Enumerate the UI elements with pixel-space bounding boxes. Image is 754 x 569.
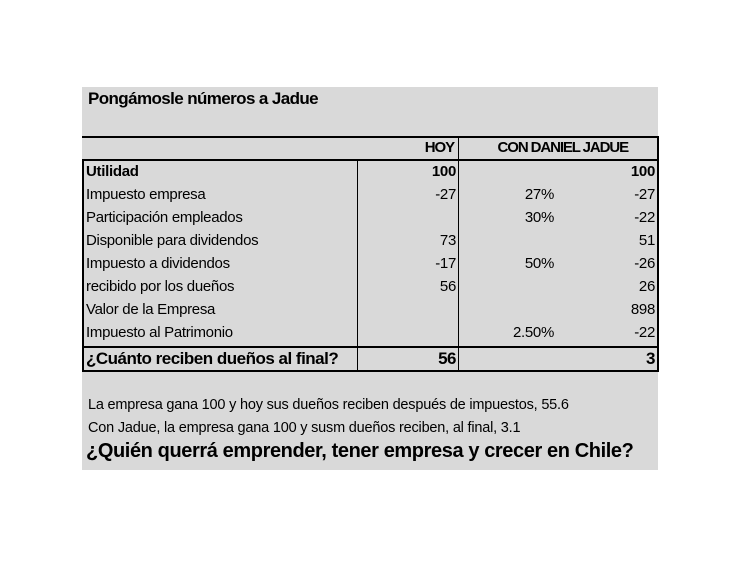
row-hoy-valor-empresa <box>360 298 456 321</box>
header-con-jadue: CON DANIEL JADUE <box>497 139 628 156</box>
row-rate-recibido <box>462 275 554 298</box>
row-rate-utilidad <box>462 160 554 183</box>
row-label-disponible: Disponible para dividendos <box>86 232 259 249</box>
row-jadue-participacion: -22 <box>634 209 655 226</box>
hoy-column-divider <box>458 136 459 372</box>
row-jadue-impuesto-dividendos: -26 <box>634 255 655 272</box>
row-jadue-impuesto-patrimonio: -22 <box>634 324 655 341</box>
row-hoy-impuesto-dividendos: -17 <box>435 255 456 272</box>
page-title: Pongámosle números a Jadue <box>88 89 319 108</box>
row-hoy-participacion <box>360 206 456 229</box>
table-right-border <box>657 136 659 372</box>
note-line-1: La empresa gana 100 y hoy sus dueños reciben después de impuestos, 55.6 <box>88 397 569 413</box>
row-rate-impuesto-patrimonio: 2.50% <box>512 324 554 341</box>
row-rate-valor-empresa <box>462 298 554 321</box>
row-hoy-impuesto-patrimonio <box>360 321 456 344</box>
note-line-2: Con Jadue, la empresa gana 100 y susm dueños reciben, al final, 3.1 <box>88 420 521 436</box>
closing-question: ¿Quién querrá emprender, tener empresa y crecer en Chile? <box>86 440 634 462</box>
row-hoy-utilidad: 100 <box>431 163 456 180</box>
row-label-recibido: recibido por los dueños <box>86 278 235 295</box>
row-jadue-disponible: 51 <box>638 232 655 249</box>
total-jadue: 3 <box>646 349 655 368</box>
label-column-divider <box>357 160 358 372</box>
row-hoy-disponible: 73 <box>439 232 456 249</box>
row-label-utilidad: Utilidad <box>86 163 139 180</box>
row-rate-disponible <box>462 229 554 252</box>
row-label-impuesto-empresa: Impuesto empresa <box>86 186 206 203</box>
total-hoy: 56 <box>438 349 456 368</box>
row-jadue-utilidad: 100 <box>630 163 655 180</box>
row-rate-impuesto-empresa: 27% <box>524 186 554 203</box>
row-label-impuesto-patrimonio: Impuesto al Patrimonio <box>86 324 233 341</box>
header-hoy: HOY <box>424 139 454 156</box>
row-label-impuesto-dividendos: Impuesto a dividendos <box>86 255 230 272</box>
table-left-border <box>82 160 84 372</box>
row-label-valor-empresa: Valor de la Empresa <box>86 301 216 318</box>
row-jadue-recibido: 26 <box>638 278 655 295</box>
row-label-participacion: Participación empleados <box>86 209 243 226</box>
row-hoy-impuesto-empresa: -27 <box>435 186 456 203</box>
total-label: ¿Cuánto reciben dueños al final? <box>86 349 339 368</box>
row-jadue-valor-empresa: 898 <box>630 301 655 318</box>
row-hoy-recibido: 56 <box>439 278 456 295</box>
table-bottom-border <box>82 370 658 372</box>
row-rate-participacion: 30% <box>524 209 554 226</box>
row-jadue-impuesto-empresa: -27 <box>634 186 655 203</box>
row-rate-impuesto-dividendos: 50% <box>524 255 554 272</box>
